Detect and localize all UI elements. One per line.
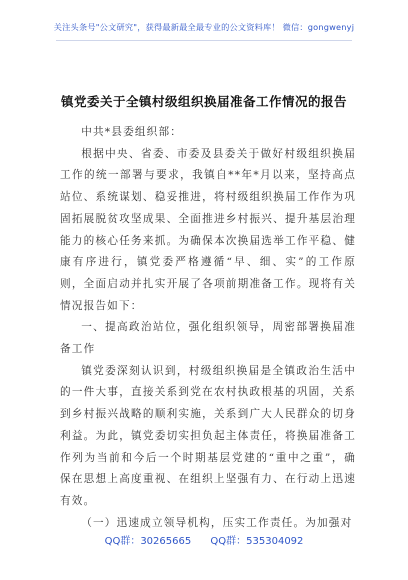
header-divider — [56, 40, 352, 41]
section-heading-1: 一、提高政治站位，强化组织领导，周密部署换届准备工作 — [60, 321, 356, 356]
paragraph-subsection-1: （一）迅速成立领导机构，压实工作责任。为加强对 — [81, 516, 353, 529]
paragraph-intro: 根据中央、省委、市委及县委关于做好村级组织换届工作的统一部署与要求，我镇自**年*月以来，坚持高点站位、系统谋划、稳妥推进，将村级组织换届工作作为巩固拓展脱贫攻坚成果、全面推进乡村振兴、提升基层治理能力的核心任务来抓。为确保本次换届选举工作平稳、健康有序进行，镇党委严格遵循“早、细、实”的工作原则，全面启动并扎实开展了各项前期准备工作。现将有关情况报告如下： — [60, 147, 356, 312]
footer-contacts — [0, 532, 408, 547]
greeting: 中共*县委组织部： — [81, 126, 183, 138]
footer-qq-1: QQ群：30265665 — [104, 536, 192, 547]
paragraph-section-1: 镇党委深刻认识到，村级组织换届是全镇政治生活中的一件大事，直接关系到党在农村执政根基的巩固，关系到乡村振兴战略的顺利实施，关系到广大人民群众的切身利益。为此，镇党委切实担负起主体责任，将换届准备工作列为当前和今后一个时期基层党建的“重中之重”，确保在思想上高度重视、在组织上坚强有力、在行动上迅速有效。 — [60, 364, 356, 507]
promo-header: 关注头条号"公文研究"，获得最新最全最专业的公文资料库！ 微信：gongwenyj — [53, 22, 355, 32]
footer-qq-2: QQ群：535304092 — [210, 536, 304, 547]
document-body — [60, 118, 356, 534]
document-title: 镇党委关于全镇村级组织换届准备工作情况的报告 — [60, 94, 347, 109]
